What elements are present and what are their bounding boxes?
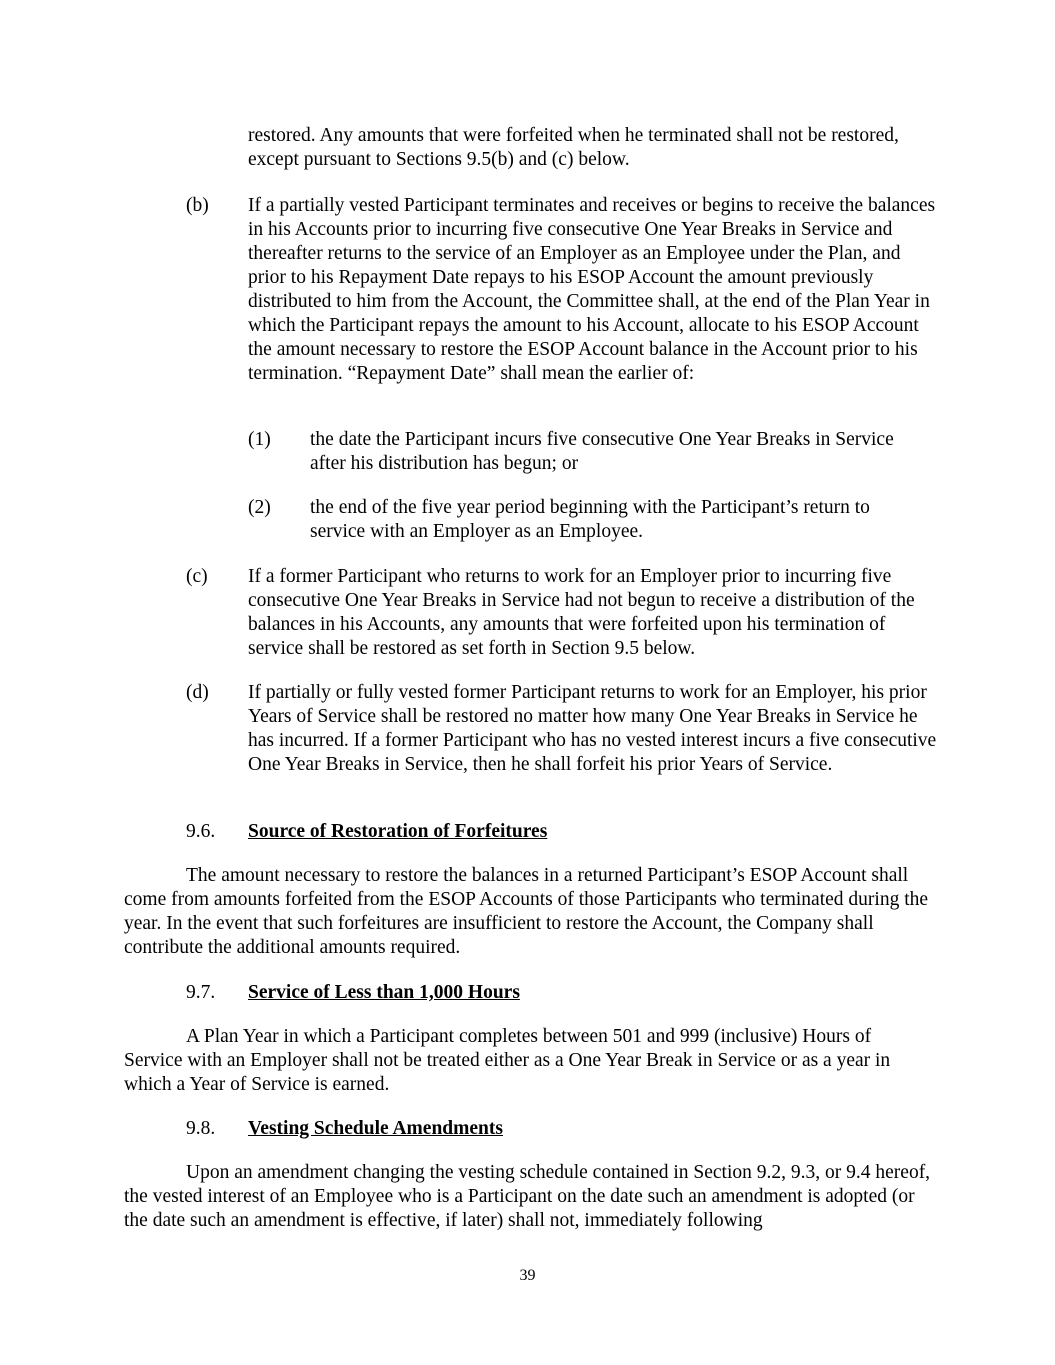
- item-d-text: If partially or fully vested former Participant returns to work for an Employer, his prior Years of Service shall be restored no matter how many One Year Breaks in Service he has incurred. If a former Participant who has no vested interest incurs a five consecutive One Year Breaks in Service, then he shall forfeit his prior Years of Service.: [248, 682, 937, 775]
- section-number: 9.8.: [186, 1118, 216, 1139]
- section-title: Service of Less than 1,000 Hours: [248, 982, 520, 1003]
- item-b-label: (b): [186, 195, 209, 216]
- section-body-9-6: The amount necessary to restore the balances in a returned Participant’s ESOP Account shall come from amounts forfeited from the ESOP Accounts of those Participants who terminated during the year. In the event that such forfeitures are insufficient to restore the Account, the Company shall contribute the additional amounts required.: [124, 865, 929, 958]
- item-d-label: (d): [186, 682, 209, 703]
- subitem-1-text: the date the Participant incurs five consecutive One Year Breaks in Service after his distribution has begun; or: [310, 429, 894, 474]
- subitem-2-label: (2): [248, 497, 271, 518]
- subitem-2-text: the end of the five year period beginning with the Participant’s return to service with an Employer as an Employee.: [310, 497, 870, 542]
- section-title: Vesting Schedule Amendments: [248, 1118, 503, 1139]
- section-title: Source of Restoration of Forfeitures: [248, 821, 548, 842]
- section-body-9-7: A Plan Year in which a Participant completes between 501 and 999 (inclusive) Hours of Service with an Employer shall not be treated either as a One Year Break in Service or as a year in which a Year of Service is earned.: [124, 1026, 891, 1095]
- subitem-1-label: (1): [248, 429, 271, 450]
- item-c-label: (c): [186, 566, 208, 587]
- section-body-9-8: Upon an amendment changing the vesting schedule contained in Section 9.2, 9.3, or 9.4 hereof, the vested interest of an Employee who is a Participant on the date such an amendment is adopted (or the date such an amendment is effective, if later) shall not, immediately following: [124, 1162, 931, 1231]
- page-number: 39: [519, 1267, 536, 1284]
- section-number: 9.7.: [186, 982, 216, 1003]
- item-c-text: If a former Participant who returns to work for an Employer prior to incurring five consecutive One Year Breaks in Service had not begun to receive a distribution of the balances in his Accounts, any amounts that were forfeited upon his termination of service shall be restored as set forth in Section 9.5 below.: [248, 566, 915, 659]
- section-number: 9.6.: [186, 821, 216, 842]
- item-b-text: If a partially vested Participant terminates and receives or begins to receive the balances in his Accounts prior to incurring five consecutive One Year Breaks in Service and thereafter returns to the service of an Employer as an Employee under the Plan, and prior to his Repayment Date repays to his ESOP Account the amount previously distributed to him from the Account, the Committee shall, at the end of the Plan Year in which the Participant repays the amount to his Account, allocate to his ESOP Account the amount necessary to restore the ESOP Account balance in the Account prior to his termination. “Repayment Date” shall mean the earlier of:: [248, 195, 936, 384]
- paragraph-a-continuation: restored. Any amounts that were forfeited when he terminated shall not be restored, except pursuant to Sections 9.5(b) and (c) below.: [248, 125, 899, 170]
